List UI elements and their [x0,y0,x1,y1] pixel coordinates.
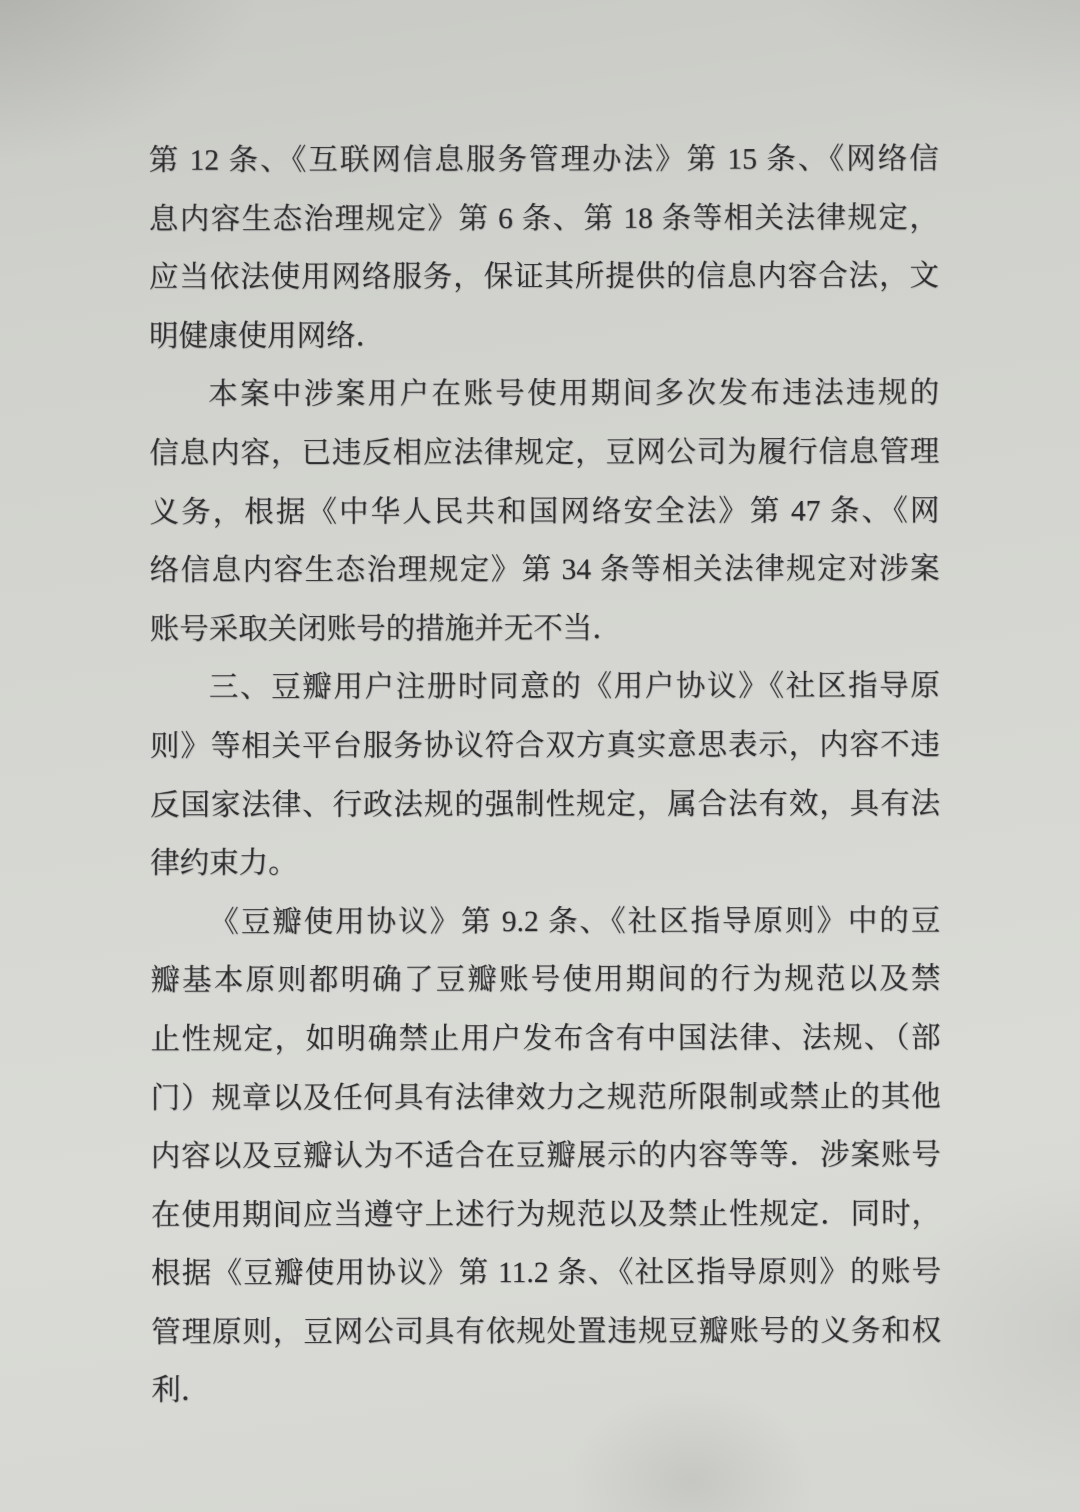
text-line: 义务，根据《中华人民共和国网络安全法》第 47 条、《网 [149,494,940,529]
paragraph-continuation [149,130,939,366]
text-line: 反国家法律、行政法规的强制性规定，属合法有效，具有法 [150,787,941,822]
text-line: 根据《豆瓣使用协议》第 11.2 条、《社区指导原则》的账号 [151,1256,942,1291]
paragraph-agreement-rules [150,892,941,1421]
text-line: 则》等相关平台服务协议符合双方真实意思表示，内容不违 [149,729,940,763]
text-line: 息内容生态治理规定》第 6 条、第 18 条等相关法律规定， [148,201,939,236]
text-line: 瓣基本原则都明确了豆瓣账号使用期间的行为规范以及禁 [150,963,941,998]
text-line: 《豆瓣使用协议》第 9.2 条、《社区指导原则》中的豆 [209,904,941,939]
text-line: 利． [151,1375,211,1408]
text-line: 三、豆瓣用户注册时同意的《用户协议》《社区指导原 [208,670,940,705]
text-line: 明健康使用网络． [149,320,386,353]
text-line: 信息内容，已违反相应法律规定，豆网公司为履行信息管理 [149,436,940,470]
text-line: 账号采取关闭账号的措施并无不当． [149,612,622,646]
text-line: 应当依法使用网络服务，保证其所提供的信息内容合法，文 [148,260,939,295]
text-line: 络信息内容生态治理规定》第 34 条等相关法律规定对涉案 [149,553,940,587]
document-text [149,130,942,1421]
text-line: 在使用期间应当遵守上述行为规范以及禁止性规定．同时， [150,1197,941,1232]
text-line: 第 12 条、《互联网信息服务管理办法》第 15 条、《网络信 [148,143,939,177]
text-line: 律约束力。 [150,847,298,880]
text-line: 管理原则，豆网公司具有依规处置违规豆瓣账号的义务和权 [151,1315,942,1349]
text-line: 本案中涉案用户在账号使用期间多次发布违法违规的 [208,377,940,412]
text-line: 内容以及豆瓣认为不适合在豆瓣展示的内容等等．涉案账号 [150,1139,941,1173]
paragraph-case-facts [149,365,940,660]
text-line: 门）规章以及任何具有法律效力之规范所限制或禁止的其他 [150,1080,941,1115]
paragraph-item-three [150,658,940,894]
text-line: 止性规定，如明确禁止用户发布含有中国法律、法规、（部 [150,1022,941,1056]
